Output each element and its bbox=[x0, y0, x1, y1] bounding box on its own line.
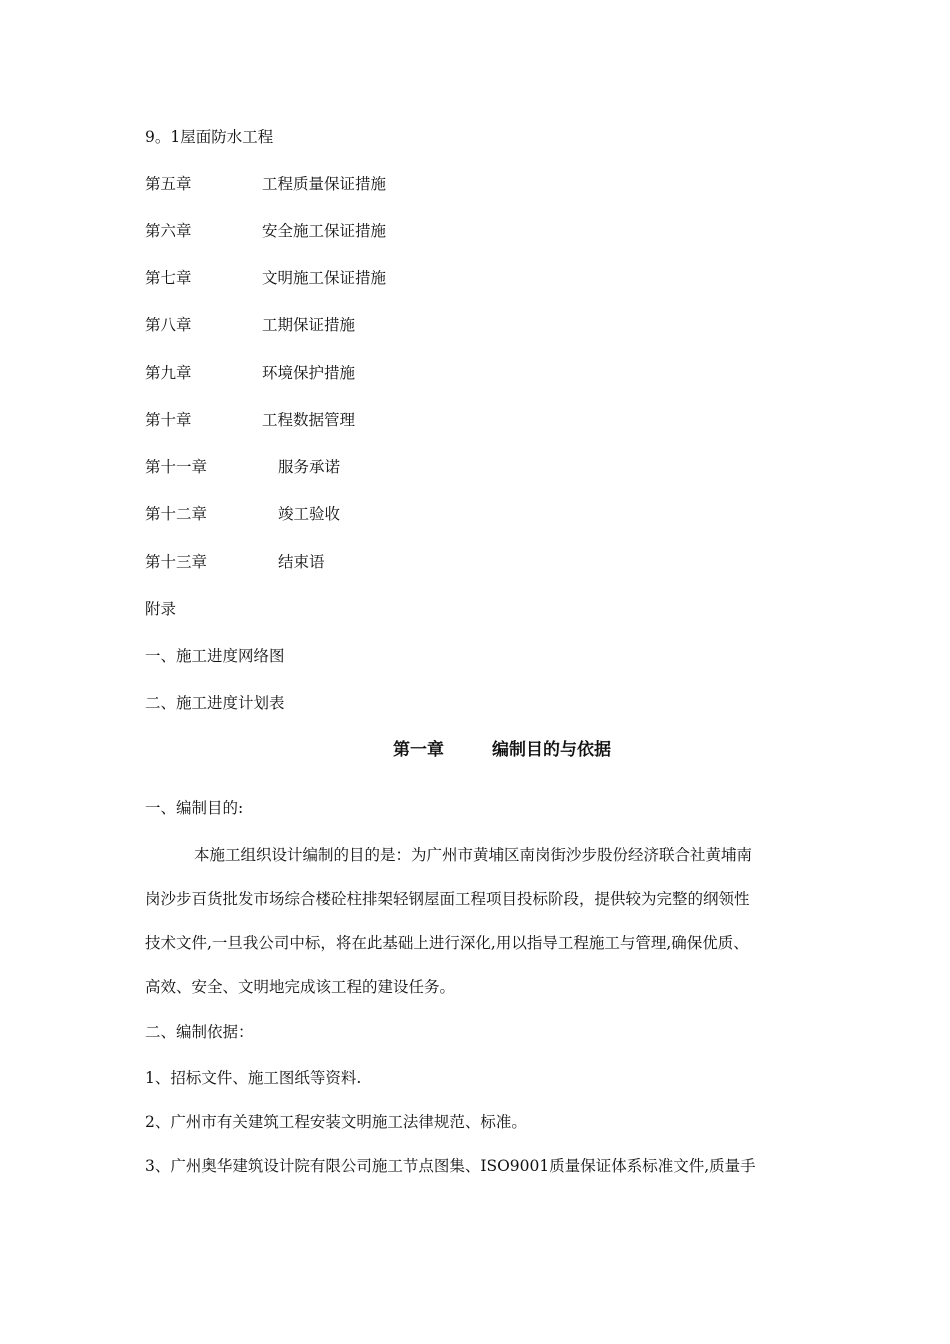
toc-chapter-number: 第十三章 bbox=[145, 553, 208, 571]
toc-chapter-number: 第十二章 bbox=[145, 505, 208, 523]
paragraph-line: 岗沙步百货批发市场综合楼砼柱排架轻钢屋面工程项目投标阶段，提供较为完整的纲领性 bbox=[145, 890, 750, 908]
toc-chapter-number: 第十一章 bbox=[145, 458, 208, 476]
paragraph-line: 本施工组织设计编制的目的是：为广州市黄埔区南岗街沙步股份经济联合社黄埔南 bbox=[194, 846, 753, 864]
toc-appendix-item: 一、施工进度网络图 bbox=[145, 647, 285, 665]
toc-chapter-title: 工程数据管理 bbox=[262, 411, 356, 429]
toc-chapter-title: 安全施工保证措施 bbox=[262, 222, 387, 240]
toc-chapter-number: 第十章 bbox=[145, 411, 192, 429]
section-heading-purpose: 一、编制目的: bbox=[145, 799, 244, 817]
chapter-heading bbox=[393, 739, 611, 761]
toc-chapter-title: 文明施工保证措施 bbox=[262, 269, 387, 287]
toc-chapter-number: 第五章 bbox=[145, 175, 192, 193]
toc-appendix-label: 附录 bbox=[145, 600, 177, 618]
toc-chapter-title: 工程质量保证措施 bbox=[262, 175, 387, 193]
basis-item: 2、广州市有关建筑工程安装文明施工法律规范、标准。 bbox=[145, 1113, 527, 1131]
toc-chapter-number: 第八章 bbox=[145, 316, 192, 334]
section-heading-basis: 二、编制依据： bbox=[145, 1023, 254, 1041]
toc-chapter-title: 结束语 bbox=[278, 553, 325, 571]
toc-chapter-number: 第九章 bbox=[145, 364, 192, 382]
paragraph-line: 高效、安全、文明地完成该工程的建设任务。 bbox=[145, 978, 456, 996]
toc-chapter-title: 环境保护措施 bbox=[262, 364, 356, 382]
toc-chapter-number: 第七章 bbox=[145, 269, 192, 287]
toc-chapter-title: 服务承诺 bbox=[278, 458, 341, 476]
chapter-title: 编制目的与依据 bbox=[492, 740, 611, 760]
basis-item: 1、招标文件、施工图纸等资料. bbox=[145, 1069, 362, 1087]
toc-appendix-item: 二、施工进度计划表 bbox=[145, 694, 285, 712]
toc-chapter-number: 第六章 bbox=[145, 222, 192, 240]
chapter-number: 第一章 bbox=[393, 740, 444, 760]
toc-chapter-title: 竣工验收 bbox=[278, 505, 341, 523]
toc-chapter-title: 工期保证措施 bbox=[262, 316, 356, 334]
paragraph-line: 技术文件,一旦我公司中标，将在此基础上进行深化,用以指导工程施工与管理,确保优质、 bbox=[145, 934, 749, 952]
toc-section-9-1: 9。1屋面防水工程 bbox=[145, 128, 274, 146]
basis-item: 3、广州奥华建筑设计院有限公司施工节点图集、ISO9001质量保证体系标准文件,质量手 bbox=[145, 1157, 756, 1175]
